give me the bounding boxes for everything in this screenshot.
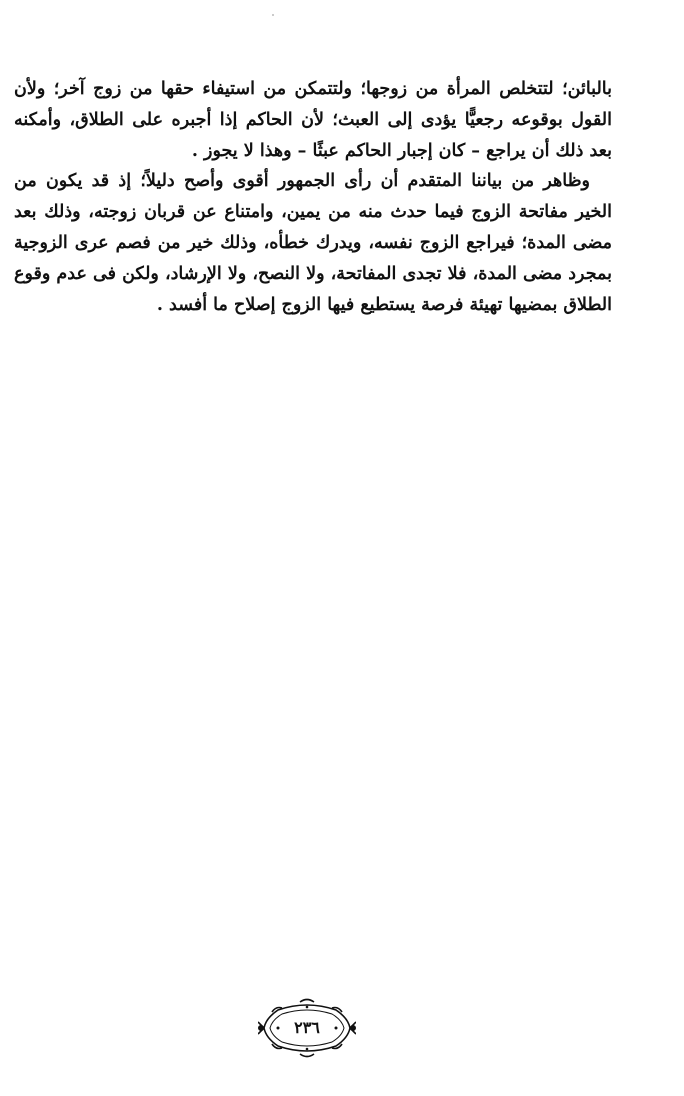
text-line: مضى المدة؛ فيراجع الزوج نفسه، ويدرك خطأه، وذلك خير من فصم عرى الزوجية	[14, 232, 612, 253]
body-text	[14, 74, 612, 320]
scan-speck	[272, 14, 274, 16]
text-line: الطلاق بمضيها تهيئة فرصة يستطيع فيها الزوج إصلاح ما أفسد .	[156, 294, 612, 315]
text-line: الخير مفاتحة الزوج فيما حدث منه من يمين، وامتناع عن قربان زوجته، وذلك بعد	[14, 202, 612, 223]
text-line: بمجرد مضى المدة، فلا تجدى المفاتحة، ولا النصح، ولا الإرشاد، ولكن فى عدم وقوع	[14, 263, 612, 284]
paragraph-start-line: وظاهر من بياننا المتقدم أن رأى الجمهور أقوى وأصح دليلاً؛ إذ قد يكون من	[14, 171, 590, 192]
text-line: بعد ذلك أن يراجع – كان إجبار الحاكم عبثًا – وهذا لا يجوز .	[191, 140, 612, 161]
page-number: ٢٣٦	[294, 1018, 320, 1037]
text-line: بالبائن؛ لتتخلص المرأة من زوجها؛ ولتتمكن من استيفاء حقها من زوج آخر؛ ولأن	[14, 79, 612, 99]
text-line: القول بوقوعه رجعيًّا يؤدى إلى العبث؛ لأن الحاكم إذا أجبره على الطلاق، وأمكنه	[14, 109, 612, 130]
page-number-ornament	[258, 998, 356, 1058]
